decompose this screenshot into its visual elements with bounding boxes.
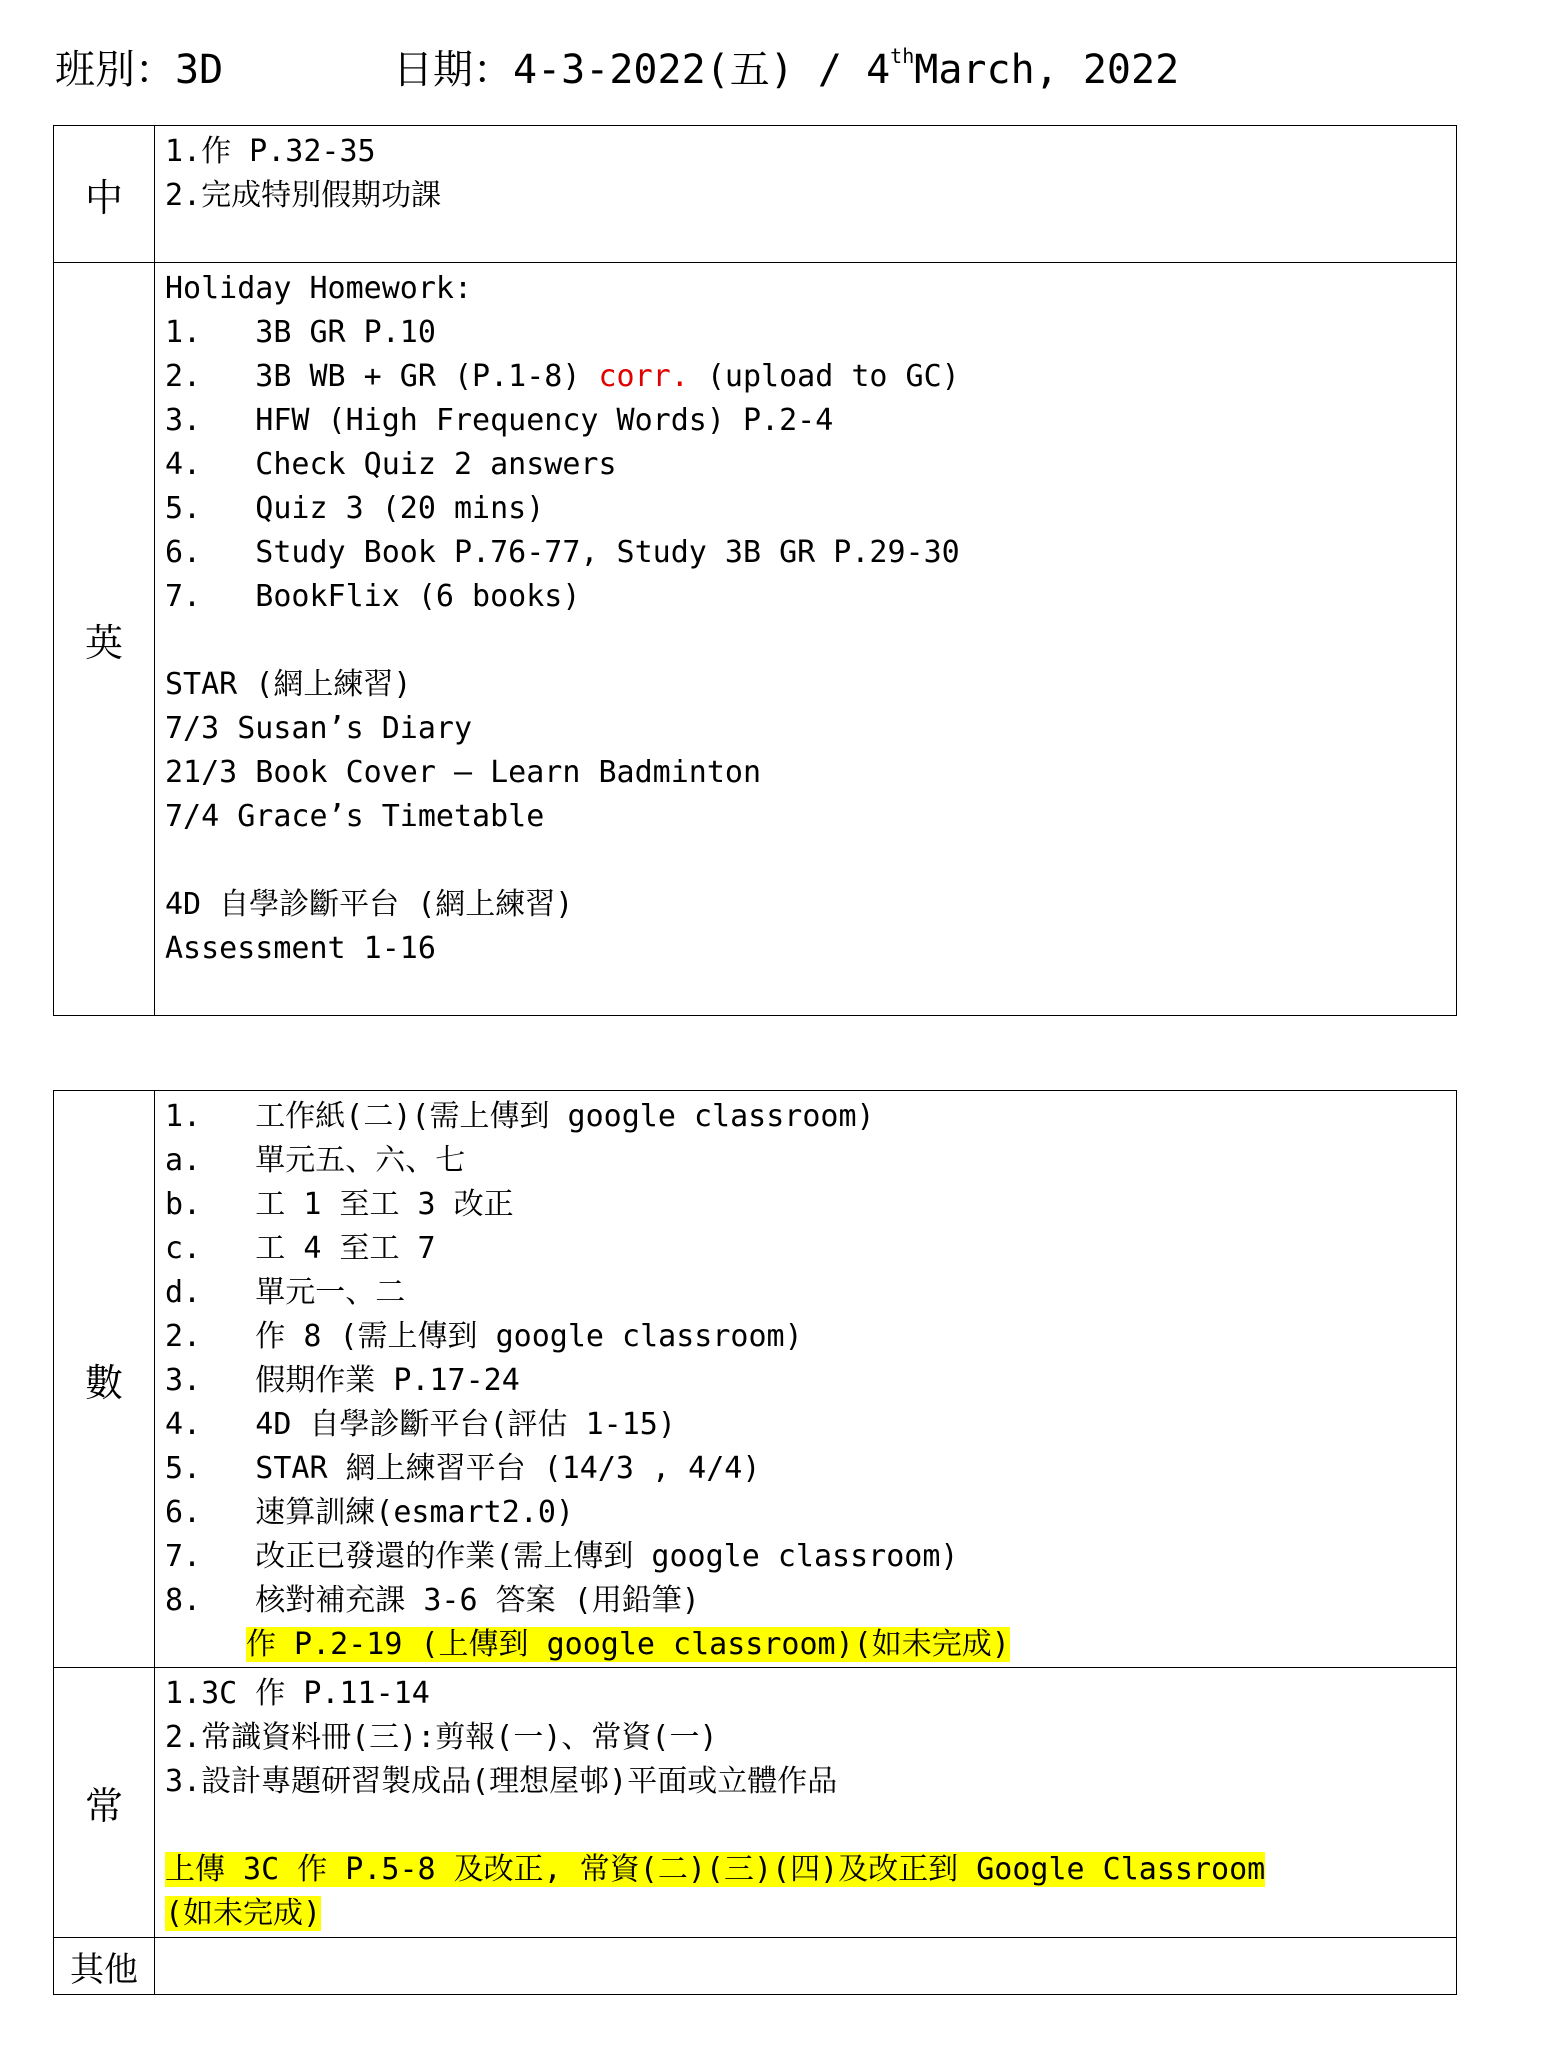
- table-row-chinese: [54, 126, 1457, 263]
- english-item-2: [165, 355, 1456, 399]
- star-item-1: 7/3 Susan’s Diary: [165, 711, 473, 746]
- blank-line: [165, 619, 1456, 663]
- math-content: [155, 1091, 1457, 1668]
- subject-english: 英: [54, 263, 155, 1016]
- math-line-8: 4. 4D 自學診斷平台(評估 1-15): [165, 1407, 676, 1442]
- general-content: [155, 1668, 1457, 1938]
- english-item-7: 7. BookFlix (6 books): [165, 579, 581, 614]
- table-row-other: [54, 1938, 1457, 1995]
- date-label: [393, 40, 1179, 100]
- general-line-2: 2.常識資料冊(三):剪報(一)、常資(一): [165, 1720, 718, 1755]
- math-highlight: 作 P.2-19 (上傳到 google classroom)(如未完成): [246, 1627, 1010, 1662]
- homework-table-2: [53, 1090, 1457, 1995]
- math-line-10: 6. 速算訓練(esmart2.0): [165, 1495, 574, 1530]
- general-line-3: 3.設計專題研習製成品(理想屋邨)平面或立體作品: [165, 1764, 838, 1799]
- math-line-4: c. 工 4 至工 7: [165, 1231, 436, 1266]
- english-item-1: 1. 3B GR P.10: [165, 315, 436, 350]
- english-item-5: 5. Quiz 3 (20 mins): [165, 491, 545, 526]
- subject-other: 其他: [54, 1938, 155, 1995]
- table-row-general: [54, 1668, 1457, 1938]
- english-content: [155, 263, 1457, 1016]
- date-text: 日期：4-3-2022(五) / 4: [393, 47, 891, 93]
- chinese-line-2: 2.完成特別假期功課: [165, 178, 442, 213]
- math-line-9: 5. STAR 網上練習平台 (14/3 , 4/4): [165, 1451, 761, 1486]
- platform-title: 4D 自學診斷平台 (網上練習): [165, 887, 574, 922]
- general-highlight-line-1: [165, 1848, 1456, 1892]
- blank-line: [165, 1804, 1456, 1848]
- chinese-line-1: 1.作 P.32-35: [165, 134, 376, 169]
- math-line-12: 8. 核對補充課 3-6 答案 (用鉛筆): [165, 1583, 700, 1618]
- other-content: [155, 1938, 1457, 1995]
- english-item-6: 6. Study Book P.76-77, Study 3B GR P.29-30: [165, 535, 960, 570]
- table-row-math: [54, 1091, 1457, 1668]
- date-tail: March, 2022: [914, 47, 1180, 93]
- star-item-2: 21/3 Book Cover – Learn Badminton: [165, 755, 762, 790]
- math-line-7: 3. 假期作業 P.17-24: [165, 1363, 520, 1398]
- english-item-4: 4. Check Quiz 2 answers: [165, 447, 617, 482]
- star-item-3: 7/4 Grace’s Timetable: [165, 799, 545, 834]
- general-line-1: 1.3C 作 P.11-14: [165, 1676, 430, 1711]
- date-superscript: th: [890, 44, 915, 68]
- math-line-1: 1. 工作紙(二)(需上傳到 google classroom): [165, 1099, 875, 1134]
- subject-general-studies: 常: [54, 1668, 155, 1938]
- blank-line: [165, 839, 1456, 883]
- math-line-11: 7. 改正已發還的作業(需上傳到 google classroom): [165, 1539, 959, 1574]
- general-highlight-2: (如未完成): [165, 1896, 322, 1931]
- general-highlight-1: 上傳 3C 作 P.5-8 及改正, 常資(二)(三)(四)及改正到 Google Classroom: [165, 1852, 1266, 1887]
- subject-chinese: 中: [54, 126, 155, 263]
- english-item-3: 3. HFW (High Frequency Words) P.2-4: [165, 403, 834, 438]
- chinese-content: [155, 126, 1457, 263]
- general-highlight-line-2: [165, 1892, 1456, 1936]
- homework-table-1: [53, 125, 1457, 1016]
- english-item-2-text: 2. 3B WB + GR (P.1-8): [165, 359, 599, 394]
- math-line-5: d. 單元一、二: [165, 1275, 406, 1310]
- correction-label: corr.: [598, 359, 689, 394]
- table-row-english: [54, 263, 1457, 1016]
- math-line-6: 2. 作 8 (需上傳到 google classroom): [165, 1319, 803, 1354]
- class-label: 班別：3D: [55, 47, 224, 93]
- math-line-3: b. 工 1 至工 3 改正: [165, 1187, 514, 1222]
- english-item-2-tail: (upload to GC): [688, 359, 960, 394]
- math-line-2: a. 單元五、六、七: [165, 1143, 466, 1178]
- platform-item: Assessment 1-16: [165, 931, 436, 966]
- english-title: Holiday Homework:: [165, 271, 473, 306]
- star-title: STAR (網上練習): [165, 667, 412, 702]
- math-highlight-line: [165, 1623, 1456, 1667]
- subject-math: 數: [54, 1091, 155, 1668]
